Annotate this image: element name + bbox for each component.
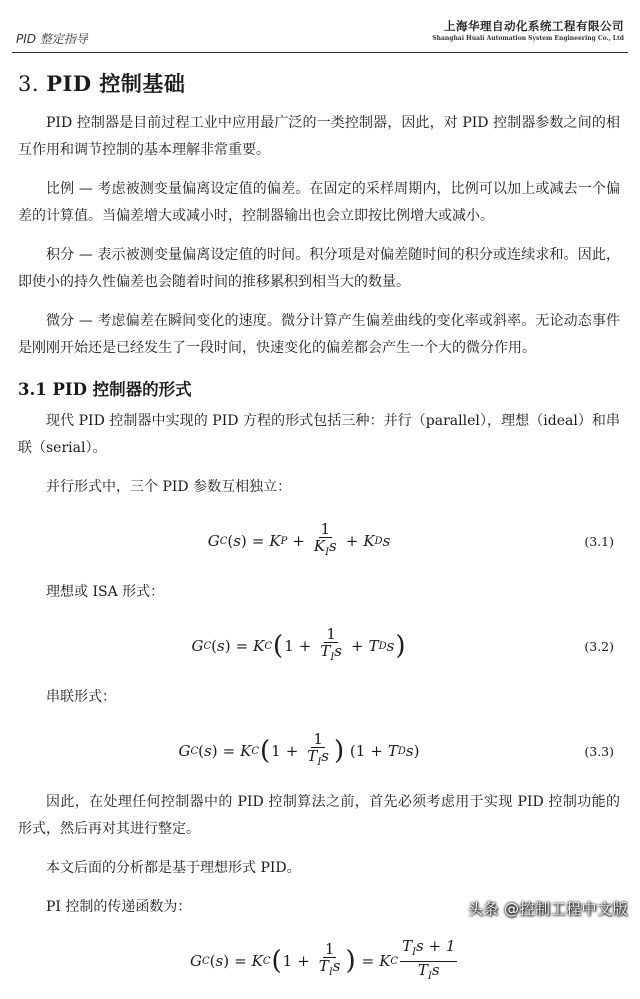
page-header [12,18,628,53]
paragraph-basis: 本文后面的分析都是基于理想形式 PID。 [46,860,301,876]
equation-serial [18,723,620,779]
equation-formula: G C ( s ) = K C ( 1 + $\frac{1}{T_Is}$ ) (1 + T D s ) [178,730,420,768]
equation-formula: G C ( s ) = K P + $\frac{1}{K_Is}$ + K D s [207,520,391,558]
equation-pi [18,933,620,989]
paragraph-conclusion: 因此，在处理任何控制器中的 PID 控制算法之前，首先必须考虑用于实现 PID 控制功能的形式，然后再对其进行整定。 [18,794,620,837]
section-title: PID 控制基础 [46,71,186,96]
equation-ideal [18,618,620,674]
paragraph-derivative: 微分 — 考虑偏差在瞬间变化的速度。微分计算产生偏差曲线的变化率或斜率。无论动态事件是刚刚开始还是已经发生了一段时间，快速变化的偏差都会产生一个大的微分作用。 [18,313,620,356]
equation-number: (3.3) [584,743,614,759]
paragraph-intro: PID 控制器是目前过程工业中应用最广泛的一类控制器，因此，对 PID 控制器参数之间的相互作用和调节控制的基本理解非常重要。 [18,115,620,158]
equation-formula: G C ( s ) = K C ( 1 + $\frac{1}{T_Is}$ + T D s ) [191,625,406,663]
source-watermark: 头条 @控制工程中文版 [467,900,628,918]
equation-formula: G C ( s ) = K C ( 1 + $\frac{1}{T_Is}$ ) = K C $\frac{T_Is + 1}{T_Is}$ [190,936,456,982]
equation-number: (3.1) [584,533,614,549]
paragraph-proportional: 比例 — 考虑被测变量偏离设定值的偏差。在固定的采样周期内，比例可以加上或减去一个偏差的计算值。当偏差增大或减小时，控制器输出也会立即按比例增大或减小。 [18,181,620,224]
company-name-en: Shanghai Hualí Automation System Engineering Co., Ltd [432,35,624,42]
paragraph-parallel: 并行形式中，三个 PID 参数互相独立： [46,479,292,495]
subsection-heading: 3.1 PID 控制器的形式 [18,380,192,399]
equation-number: (3.2) [584,638,614,654]
section-heading [18,68,620,98]
equation-parallel [18,513,620,569]
paragraph-ideal: 理想或 ISA 形式： [46,584,165,600]
paragraph-integral: 积分 — 表示被测变量偏离设定值的时间。积分项是对偏差随时间的积分或连续求和。因此，即使小的持久性偏差也会随着时间的推移累积到相当大的数量。 [18,247,620,290]
company-logo [432,18,624,42]
paragraph-pi: PI 控制的传递函数为： [46,899,192,915]
paragraph-serial: 串联形式： [46,689,116,705]
section-number: 3. [18,72,40,96]
document-title: PID 整定指导 [16,32,88,46]
page-content [18,68,620,999]
paragraph-forms: 现代 PID 控制器中实现的 PID 方程的形式包括三种：并行（parallel），理想（ideal）和串联（serial）。 [18,413,620,456]
company-name-cn: 上海华理自动化系统工程有限公司 [444,19,624,33]
